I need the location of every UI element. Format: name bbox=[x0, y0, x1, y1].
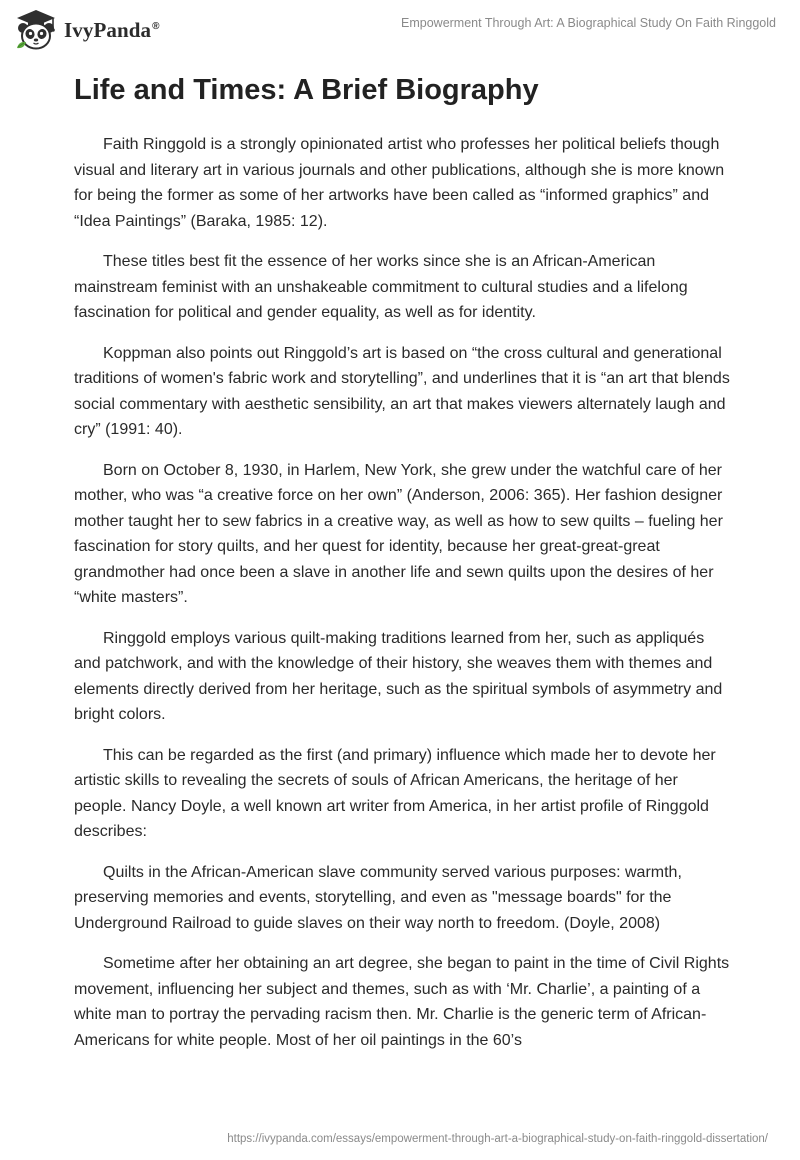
section-heading: Life and Times: A Brief Biography bbox=[74, 74, 539, 106]
paragraph-5: Ringgold employs various quilt-making traditions learned from her, such as appliqués and patchwork, and with the knowledge of their history, she weaves them with themes and elements directly derived from her heritage, such as the spiritual symbols of asymmetry and bright colors. bbox=[74, 629, 723, 723]
paragraph-2: These titles best fit the essence of her works since she is an African-American mainstream feminist with an unshakeable commitment to cultural studies and a lifelong fascination for political and gender equality, as well as for identity. bbox=[74, 253, 688, 321]
page-header bbox=[0, 0, 800, 60]
paragraph-8: Sometime after her obtaining an art degree, she began to paint in the time of Civil Rights movement, influencing her subject and themes, such as with ‘Mr. Charlie’, a painting of a white man to portray the pervading racism then. Mr. Charlie is the generic term of African-Americans for white people. Most of her oil paintings in the 60’s bbox=[74, 955, 730, 1049]
paragraph-3: Koppman also points out Ringgold’s art is based on “the cross cultural and generational traditions of women's fabric work and storytelling”, and underlines that it is “an art that blends social commentary with aesthetic sensibility, an art that makes viewers alternately laugh and cry” (1991: 40). bbox=[74, 344, 730, 438]
paragraph-6: This can be regarded as the first (and primary) influence which made her to devote her artistic skills to revealing the secrets of souls of African Americans, the heritage of her people. Nancy Doyle, a well known art writer from America, in her artist profile of Ringgold describes: bbox=[74, 746, 716, 840]
brand-name: IvyPanda® bbox=[64, 17, 160, 42]
source-url[interactable]: https://ivypanda.com/essays/empowerment-through-art-a-biographical-study-on-faith-ringgold-dissertation/ bbox=[227, 1133, 768, 1145]
essay-content bbox=[74, 70, 734, 1053]
ivypanda-logo[interactable] bbox=[14, 8, 160, 52]
registered-mark: ® bbox=[152, 20, 160, 32]
document-title: Empowerment Through Art: A Biographical Study On Faith Ringgold bbox=[401, 16, 776, 30]
block-quote: Quilts in the African-American slave community served various purposes: warmth, preserving memories and events, storytelling, and even as "message boards" for the Underground Railroad to guide slaves on their way north to freedom. (Doyle, 2008) bbox=[74, 863, 682, 932]
panda-graduate-icon bbox=[14, 8, 58, 52]
paragraph-1: Faith Ringgold is a strongly opinionated artist who professes her political beliefs though visual and literary art in various journals and other publications, although she is more known for being the former as some of her artworks have been called as “informed graphics” and “Idea Paintings” (Baraka, 1985: 12). bbox=[74, 136, 725, 230]
paragraph-4: Born on October 8, 1930, in Harlem, New York, she grew under the watchful care of her mother, who was “a creative force on her own” (Anderson, 2006: 365). Her fashion designer mother taught her to sew fabrics in a creative way, as well as how to sew quilts – fueling her fascination for story quilts, and her quest for identity, because her great-great-great grandmother had once been a slave in another life and sewn quilts upon the desires of her “white masters”. bbox=[74, 461, 723, 606]
